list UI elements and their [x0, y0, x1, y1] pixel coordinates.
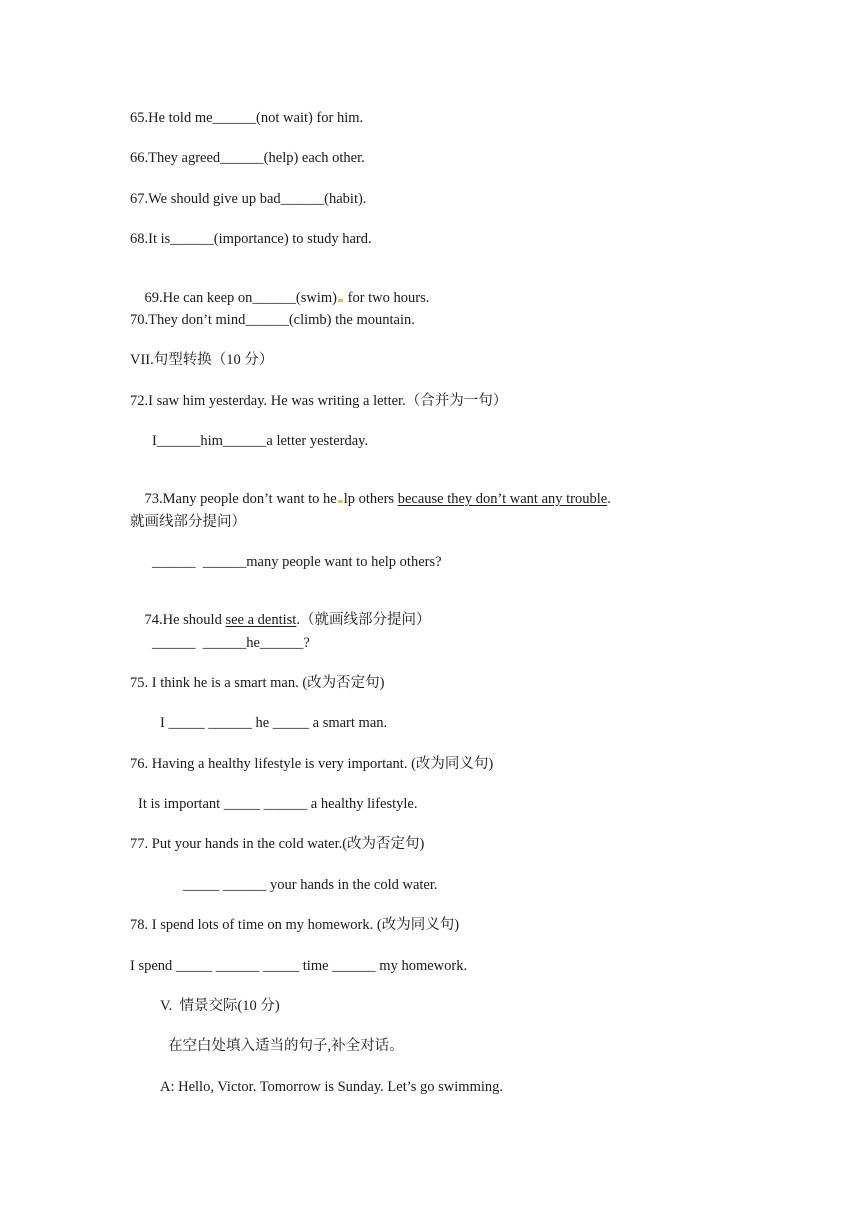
highlight-mark	[338, 500, 343, 503]
question-70: 70.They don’t mind______(climb) the mountain.	[130, 312, 415, 328]
question-69-text: 69.He can keep on______(swim)	[144, 290, 337, 306]
question-72: 72.I saw him yesterday. He was writing a letter.（合并为一句）	[130, 393, 508, 409]
section-heading-vii: VII.句型转换（10 分）	[130, 352, 274, 368]
answer-73: ______ ______many people want to help others?	[152, 554, 442, 570]
question-69-tail: for two hours.	[343, 290, 430, 306]
question-76: 76. Having a healthy lifestyle is very important. (改为同义句)	[130, 756, 494, 772]
answer-77: _____ ______ your hands in the cold water.	[183, 877, 438, 893]
answer-74: ______ ______he______?	[152, 635, 310, 651]
underlined-phrase: see a dentist	[225, 612, 297, 628]
question-74-text: 74.He should	[144, 612, 226, 628]
answer-76: It is important _____ ______ a healthy lifestyle.	[138, 796, 418, 812]
question-73-text-cont: lp others	[343, 491, 398, 507]
highlight-mark	[338, 299, 343, 302]
question-73-instruction: 就画线部分提问）	[130, 514, 246, 530]
dialogue-line-a: A: Hello, Victor. Tomorrow is Sunday. Let’s go swimming.	[160, 1079, 504, 1095]
question-73-end: .	[607, 491, 611, 507]
question-75: 75. I think he is a smart man. (改为否定句)	[130, 675, 385, 691]
question-67: 67.We should give up bad______(habit).	[130, 191, 367, 207]
question-77: 77. Put your hands in the cold water.(改为否定句)	[130, 836, 425, 852]
question-65: 65.He told me______(not wait) for him.	[130, 110, 364, 126]
section-heading-v: V. 情景交际(10 分)	[160, 998, 280, 1014]
answer-78: I spend _____ ______ _____ time ______ my homework.	[130, 958, 468, 974]
question-68: 68.It is______(importance) to study hard.	[130, 231, 372, 247]
answer-72: I______him______a letter yesterday.	[152, 433, 369, 449]
question-74-instruction: .（就画线部分提问）	[296, 612, 431, 628]
question-78: 78. I spend lots of time on my homework. (改为同义句)	[130, 917, 460, 933]
answer-75: I _____ ______ he _____ a smart man.	[160, 715, 388, 731]
question-73-text: 73.Many people don’t want to he	[144, 491, 337, 507]
question-66: 66.They agreed______(help) each other.	[130, 150, 365, 166]
section-v-instruction: 在空白处填入适当的句子,补全对话。	[168, 1038, 404, 1054]
underlined-phrase: because they don’t want any trouble	[397, 491, 608, 507]
